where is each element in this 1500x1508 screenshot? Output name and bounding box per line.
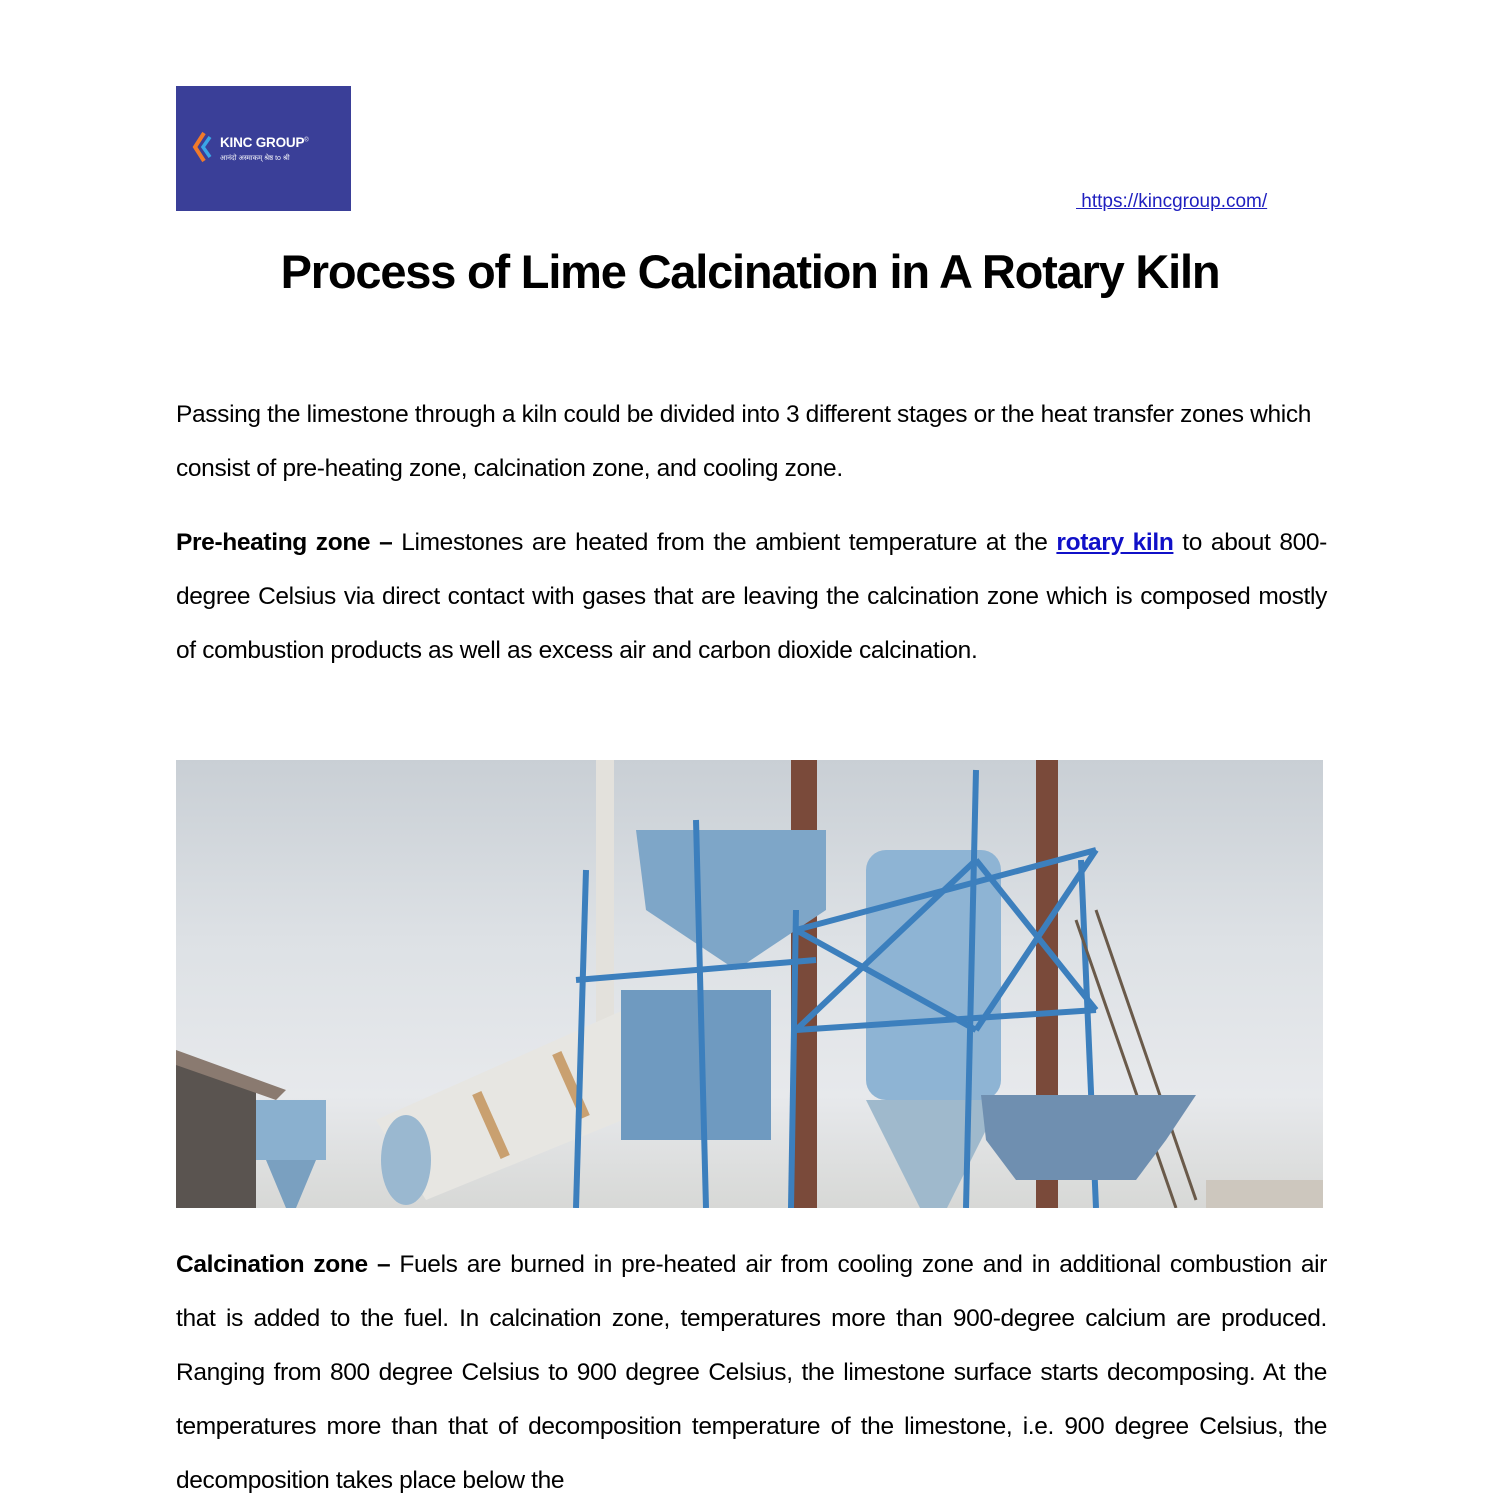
website-link[interactable]: https://kincgroup.com/ — [1076, 191, 1268, 212]
calcination-paragraph — [176, 1238, 1327, 1508]
kinc-group-logo — [176, 86, 351, 211]
intro-paragraph: Passing the limestone through a kiln could be divided into 3 different stages or the heat transfer zones which consist of pre-heating zone, calcination zone, and cooling zone. — [176, 401, 1312, 482]
preheating-heading: Pre-heating zone – — [176, 529, 393, 556]
calcination-text: Fuels are burned in pre-heated air from cooling zone and in additional combustion air that is added to the fuel. In calcination zone, temperatures more than 900-degree calcium are produced. Ranging from 800 degree Celsius to 900 degree Celsius, the limestone surface starts decomposing. At the temperatures more than that of decomposition temperature of the limestone, i.e. 900 degree Celsius, the decomposition takes place below the — [176, 1251, 1327, 1494]
logo-tagline: आनंदो अस्माकम् श्रेष्ठ to श्री — [220, 155, 290, 162]
preheating-paragraph — [176, 516, 1327, 678]
calcination-heading: Calcination zone – — [176, 1251, 391, 1278]
page-title: Process of Lime Calcination in A Rotary Kiln — [280, 245, 1220, 298]
preheating-text-2: to about 800-degree Celsius via direct contact with gases that are leaving the calcination zone which is composed mostly of combustion products as well as excess air and carbon dioxide calcination. — [176, 529, 1327, 664]
preheating-text-1: Limestones are heated from the ambient temperature at the — [392, 529, 1057, 556]
rotary-kiln-link[interactable]: rotary kiln — [1056, 529, 1174, 556]
logo-brand-text: KINC GROUP® — [220, 135, 309, 150]
chevron-logo-icon — [192, 131, 212, 163]
rotary-kiln-plant-photo — [176, 760, 1323, 1208]
